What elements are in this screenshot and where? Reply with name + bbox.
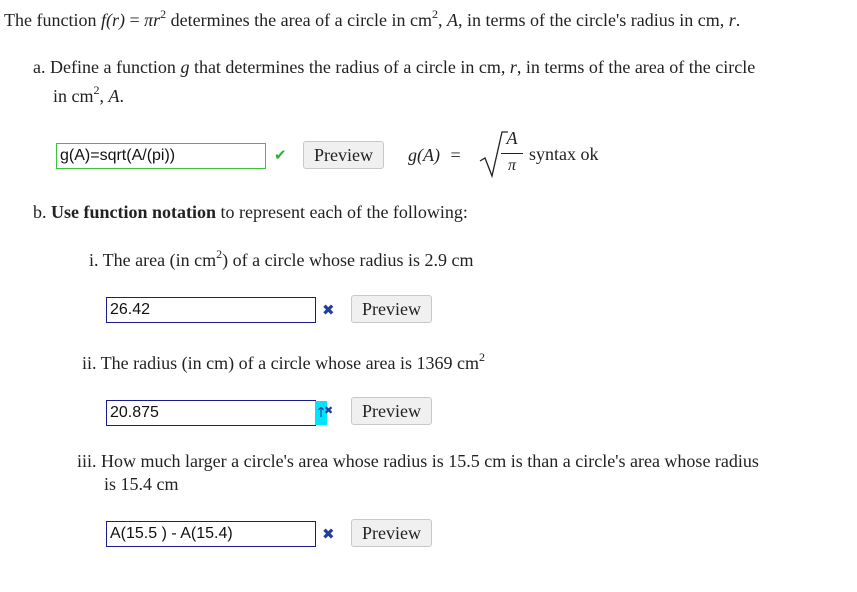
part-a-question-line2: in $cm^2$, A. <box>53 83 124 106</box>
preview-numerator: A <box>506 128 518 148</box>
item-iii-preview-button[interactable]: Preview <box>351 519 432 547</box>
intro-statement: The function $f(r) = \pi r^2$ determines the area of a circle in $cm^2$, A, in terms of the circle's radius in cm, r. <box>4 7 741 30</box>
part-a-question-line1: a. Define a function g that determines the radius of a circle in cm, r, in terms of the area of the circle <box>33 57 756 77</box>
part-a-preview-button[interactable]: Preview <box>303 141 384 169</box>
item-i-question: i. The area (in $cm^2$) of a circle whose radius is 2.9 cm <box>89 247 474 270</box>
item-ii-question: ii. The radius (in cm) of a circle whose area is 1369 $cm^2$ <box>82 350 486 373</box>
syntax-status: syntax ok <box>529 144 599 164</box>
item-iii-question-line2: is 15.4 cm <box>104 474 179 494</box>
part-a-answer-input[interactable] <box>56 143 266 169</box>
cross-icon: ✖ <box>322 301 335 319</box>
preview-math: g(A) = <box>408 145 461 165</box>
item-ii-answer-input[interactable] <box>106 400 316 426</box>
fraction-bar <box>501 153 523 154</box>
preview-denominator: π <box>507 157 516 174</box>
item-iii-answer-input[interactable] <box>106 521 316 547</box>
cross-icon: ✖ <box>322 525 335 543</box>
part-b-heading: b. Use function notation to represent each of the following: <box>33 202 468 222</box>
cross-icon: ✖ <box>324 404 334 417</box>
focus-indicator-icon: ↑ <box>315 401 327 425</box>
item-iii-question-line1: iii. How much larger a circle's area whose radius is 15.5 cm is than a circle's area whose radius <box>77 451 759 471</box>
check-icon: ✔ <box>274 146 287 164</box>
item-ii-preview-button[interactable]: Preview <box>351 397 432 425</box>
item-i-answer-input[interactable] <box>106 297 316 323</box>
item-i-preview-button[interactable]: Preview <box>351 295 432 323</box>
